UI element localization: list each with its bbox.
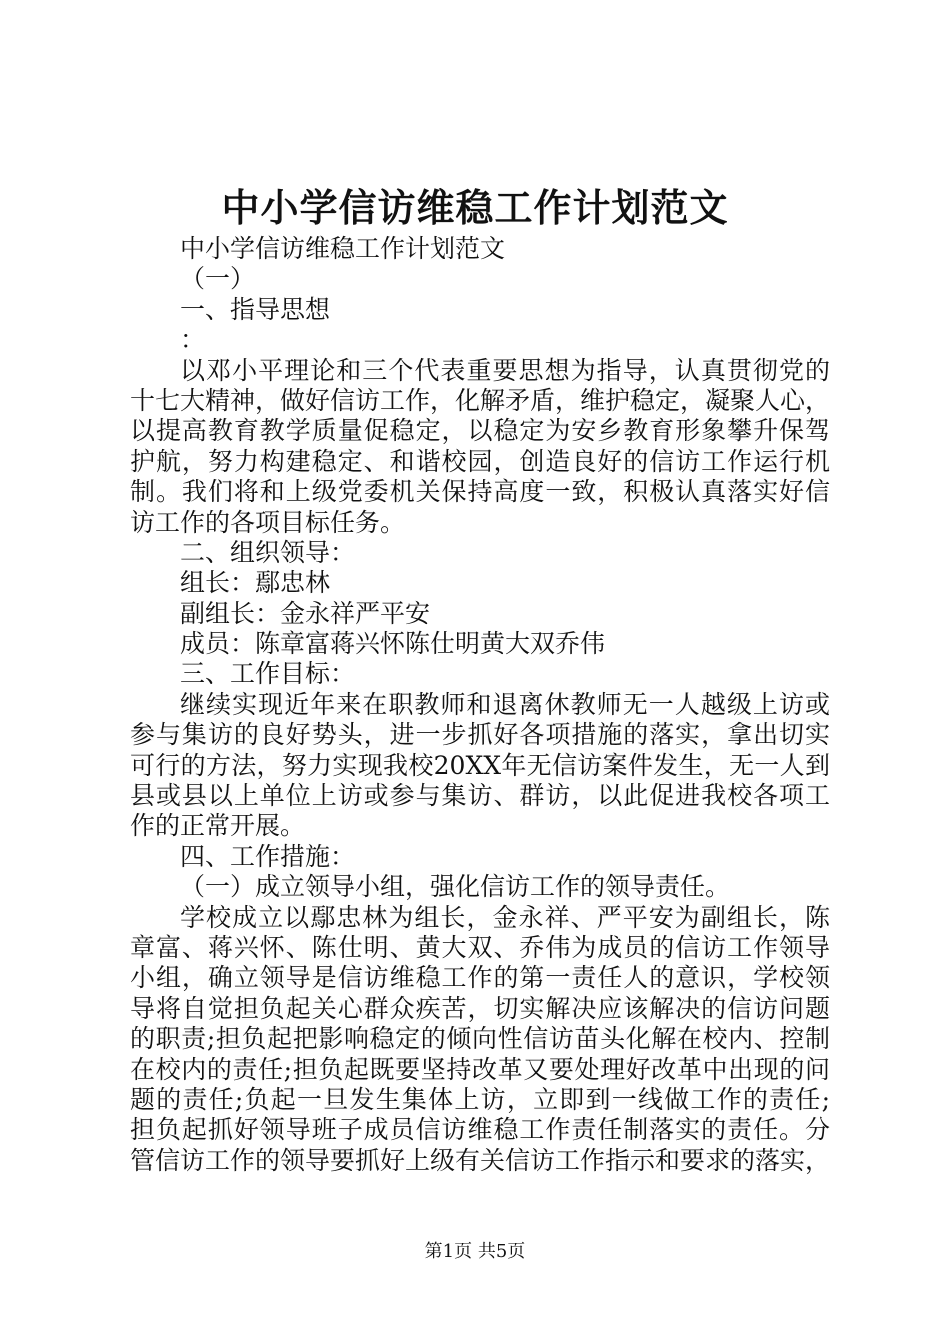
text-line: 作的正常开展。 (130, 811, 306, 841)
text-line: 管信访工作的领导要抓好上级有关信访工作指示和要求的落实， (130, 1145, 830, 1175)
text-line: 担负起抓好领导班子成员信访维稳工作责任制落实的责任。分 (130, 1115, 830, 1145)
text-line: 组长：鄢忠林 (180, 568, 331, 598)
text-line: 成员：陈章富蒋兴怀陈仕明黄大双乔伟 (180, 629, 606, 659)
text-line: 参与集访的良好势头，进一步抓好各项措施的落实，拿出切实 (130, 720, 830, 750)
page-footer: 第1页 共5页 (424, 1241, 526, 1262)
text-line: ： (180, 325, 206, 355)
text-line: 制。我们将和上级党委机关保持高度一致，积极认真落实好信 (130, 477, 830, 507)
text-line: 以提高教育教学质量促稳定，以稳定为安乡教育形象攀升保驾 (130, 416, 830, 446)
text-line: 一、指导思想 (180, 294, 331, 324)
text-line: 继续实现近年来在职教师和退离休教师无一人越级上访或 (180, 689, 830, 719)
text-line: 题的责任;负起一旦发生集体上访，立即到一线做工作的责任; (130, 1084, 830, 1114)
document-title: 中小学信访维稳工作计划范文 (221, 185, 729, 230)
text-line: 护航，努力构建稳定、和谐校园，创造良好的信访工作运行机 (130, 446, 830, 476)
text-line: 学校成立以鄢忠林为组长，金永祥、严平安为副组长，陈 (180, 902, 830, 932)
text-line: 二、组织领导： (180, 537, 356, 567)
text-line: 县或县以上单位上访或参与集访、群访，以此促进我校各项工 (130, 781, 830, 811)
text-line: 访工作的各项目标任务。 (130, 507, 406, 537)
text-line: 的职责;担负起把影响稳定的倾向性信访苗头化解在校内、控制 (130, 1024, 830, 1054)
text-line: 十七大精神，做好信访工作，化解矛盾，维护稳定，凝聚人心， (130, 385, 830, 415)
document-body (130, 234, 830, 1176)
text-line: 四、工作措施： (180, 841, 356, 871)
text-line: （一） (180, 264, 256, 294)
text-line: 章富、蒋兴怀、陈仕明、黄大双、乔伟为成员的信访工作领导 (130, 932, 830, 962)
text-line: （一）成立领导小组，强化信访工作的领导责任。 (180, 872, 731, 902)
text-line: 副组长：金永祥严平安 (180, 598, 431, 628)
text-line: 小组，确立领导是信访维稳工作的第一责任人的意识，学校领 (130, 963, 830, 993)
text-line: 可行的方法，努力实现我校20XX年无信访案件发生，无一人到 (130, 750, 830, 780)
text-line: 在校内的责任;担负起既要坚持改革又要处理好改革中出现的问 (130, 1054, 830, 1084)
text-line: 以邓小平理论和三个代表重要思想为指导，认真贯彻党的 (180, 355, 830, 385)
text-line: 中小学信访维稳工作计划范文 (180, 234, 506, 263)
text-line: 三、工作目标： (180, 659, 356, 689)
text-line: 导将自觉担负起关心群众疾苦，切实解决应该解决的信访问题 (130, 993, 830, 1023)
